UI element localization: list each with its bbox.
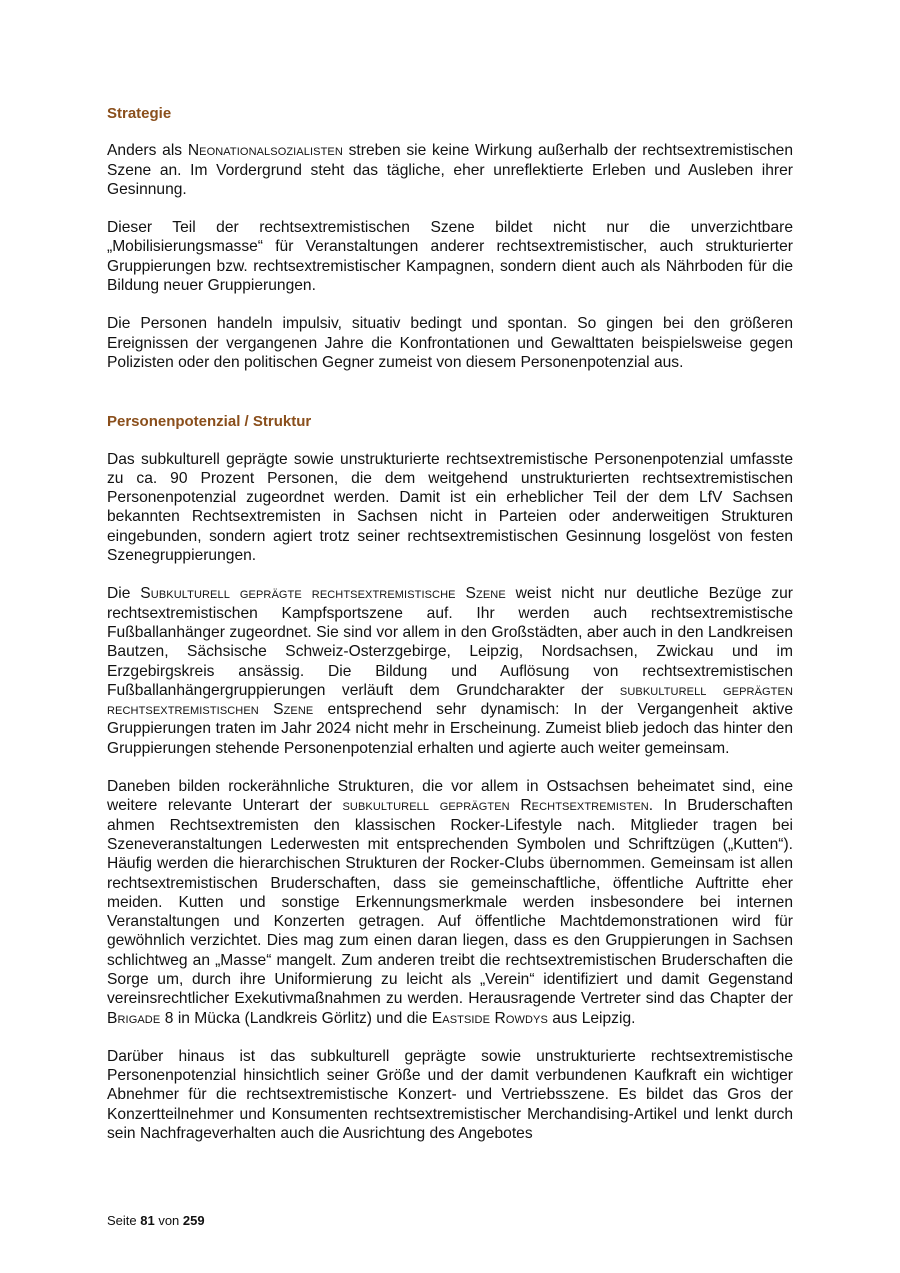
smallcaps-term: Brigade 8 bbox=[107, 1009, 174, 1027]
paragraph-strategie-3: Die Personen handeln impulsiv, situativ bedingt und spontan. So gingen bei den größeren Ereignissen der vergangenen Jahre die Konfrontationen und Gewalttaten beispielsweise gegen Polizisten oder den politischen Gegner zumeist von diesem Personenpotenzial aus. bbox=[107, 315, 793, 371]
text-run: in Mücka (Landkreis Görlitz) und die bbox=[173, 1009, 432, 1027]
paragraph-struktur-1: Das subkulturell geprägte sowie unstrukturierte rechtsextremistische Personenpotenzial umfasste zu ca. 90 Prozent Personen, die dem weitgehend unstrukturierten rechtsextremistischen Personenpotenzial zugeordnet werden. Damit ist ein erheblicher Teil der dem LfV Sachsen bekannten Rechtsextremisten in Sachsen nicht in Parteien oder anderweitigen Strukturen eingebunden, sondern agiert trotz seiner rechtsextremistischen Gesinnung losgelöst von festen Szenegruppierungen. bbox=[107, 450, 793, 565]
smallcaps-term: Subkulturell geprägte rechtsextremistische Szene bbox=[140, 585, 506, 603]
smallcaps-term: subkulturell geprägten Rechtsextremisten bbox=[342, 797, 649, 815]
text-run: . In Bruderschaften ahmen Rechtsextremisten den klassischen Rocker-Lifestyle nach. Mitglieder tragen bei Szeneveranstaltungen Lederwesten mit entsprechenden Symbolen und Schriftzügen („Kutten“). Häufig werden die hierarchischen Strukturen der Rocker-Clubs übernommen. Gemeinsam ist allen rechtsextremistischen Bruderschaften, dass sie gemeinschaftliche, öffentliche Auftritte eher meiden. Kutten und sonstige Erkennungsmerkmale werden insbesondere bei internen Veranstaltungen und Konzerten getragen. Auf öffentliche Machtdemonstrationen wird für gewöhnlich verzichtet. Dies mag zum einen daran liegen, dass es den Gruppierungen in Sachsen schlichtweg an „Masse“ mangelt. Zum anderen treibt die rechtsextremistischen Bruderschaften die Sorge um, durch ihre Uniformierung zu leicht als „Verein“ identifiziert und damit Gegenstand vereinsrechtlicher Exekutivmaßnahmen zu werden. Herausragende Vertreter sind das Chapter der bbox=[107, 797, 793, 1008]
document-page bbox=[107, 104, 793, 1162]
total-page-count: 259 bbox=[182, 1213, 205, 1228]
heading-personenpotenzial: Personenpotenzial / Struktur bbox=[107, 413, 312, 431]
current-page-number: 81 bbox=[140, 1213, 155, 1228]
text-run: Daneben bilden rockerähnliche Strukturen, die vor allem in Ostsachsen beheimatet sind, eine weitere relevante Unterart der bbox=[107, 778, 793, 815]
paragraph-struktur-3 bbox=[107, 777, 793, 1028]
smallcaps-term: Eastside Rowdys bbox=[431, 1009, 548, 1027]
paragraph-struktur-2 bbox=[107, 584, 793, 758]
text-run: streben sie keine Wirkung außerhalb der rechtsextremistischen Szene an. Im Vordergrund steht das tägliche, eher unreflektierte Erleben und Ausleben ihrer Gesinnung. bbox=[107, 142, 793, 198]
text-run: aus Leipzig. bbox=[547, 1009, 636, 1027]
page-number-footer bbox=[107, 1213, 205, 1228]
footer-middle: von bbox=[154, 1213, 183, 1228]
paragraph-struktur-4: Darüber hinaus ist das subkulturell geprägte sowie unstrukturierte rechtsextremistische Personenpotenzial hinsichtlich seiner Größe und der damit verbundenen Kaufkraft ein wichtiger Abnehmer für die rechtsextremistische Konzert- und Vertriebsszene. Es bildet das Gros der Konzertteilnehmer und Konsumenten rechtsextremistischer Merchandising-Artikel und lenkt durch sein Nachfrageverhalten auch die Ausrichtung des Angebotes bbox=[107, 1047, 793, 1143]
smallcaps-term: subkulturell geprägten rechtsextremistischen Szene bbox=[107, 681, 793, 719]
footer-prefix: Seite bbox=[107, 1213, 141, 1228]
paragraph-strategie-1 bbox=[107, 141, 793, 199]
smallcaps-term: Neonationalsozialisten bbox=[187, 142, 343, 160]
text-run: Die bbox=[107, 585, 141, 603]
text-run: entsprechend sehr dynamisch: In der Vergangenheit aktive Gruppierungen traten im Jahr 2024 nicht mehr in Erscheinung. Zumeist blieb jedoch das hinter den Gruppierungen stehende Personenpotenzial erhalten und agierte auch weiter gemeinsam. bbox=[107, 701, 794, 757]
text-run: Anders als bbox=[107, 142, 188, 160]
heading-strategie: Strategie bbox=[107, 105, 172, 122]
paragraph-strategie-2: Dieser Teil der rechtsextremistischen Szene bildet nicht nur die unverzichtbare „Mobilisierungsmasse“ für Veranstaltungen anderer rechtsextremistischer, auch strukturierter Gruppierungen bzw. rechtsextremistischer Kampagnen, sondern dient auch als Nährboden für die Bildung neuer Gruppierungen. bbox=[107, 219, 793, 295]
text-run: weist nicht nur deutliche Bezüge zur rechtsextremistischen Kampfsportszene auf. Ihr werden auch rechtsextremistische Fußballanhänger zugeordnet. Sie sind vor allem in den Großstädten, aber auch in den Landkreisen Bautzen, Sächsische Schweiz-Osterzgebirge, Leipzig, Nordsachsen, Zwickau und im Erzgebirgskreis ansässig. Die Bildung und Auflösung von rechtsextremistischen Fußballanhängergruppierungen verläuft dem Grundcharakter der bbox=[107, 585, 793, 699]
